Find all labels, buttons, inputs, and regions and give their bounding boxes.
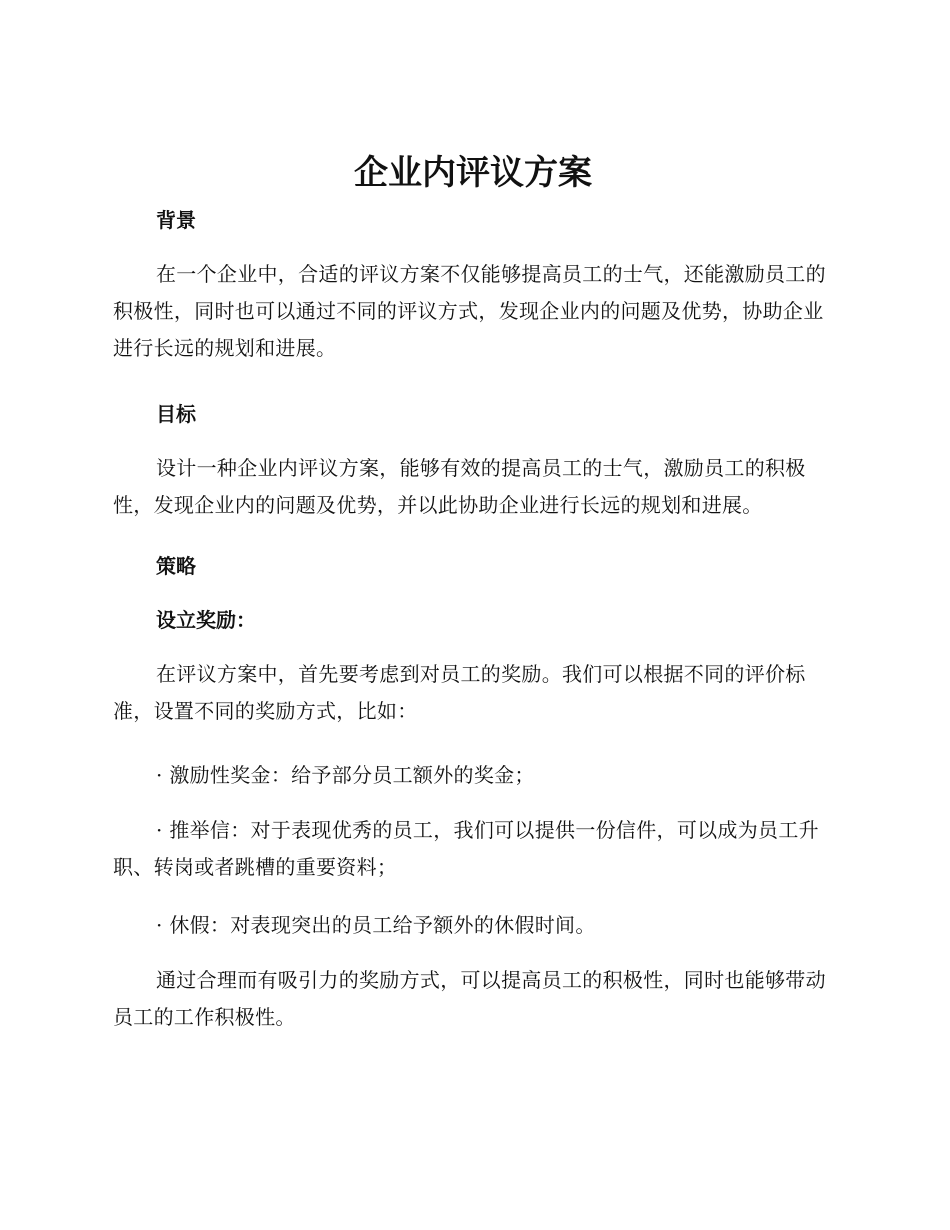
- reward-list-item: · 休假：对表现突出的员工给予额外的休假时间。: [156, 913, 596, 937]
- document-title: 企业内评议方案: [354, 153, 592, 193]
- goal-paragraph: 设计一种企业内评议方案，能够有效的提高员工的士气，激励员工的积极性，发现企业内的问题及优势，并以此协助企业进行长远的规划和进展。: [113, 456, 806, 517]
- reward-list-item: · 激励性奖金：给予部分员工额外的奖金；: [156, 763, 535, 787]
- section-heading-strategy: 策略: [156, 554, 196, 578]
- section-heading-goal: 目标: [156, 402, 196, 426]
- reward-conclusion-paragraph: 通过合理而有吸引力的奖励方式，可以提高员工的积极性，同时也能够带动员工的工作积极性。: [113, 968, 826, 1029]
- background-paragraph: 在一个企业中，合适的评议方案不仅能够提高员工的士气，还能激励员工的积极性，同时也可以通过不同的评议方式，发现企业内的问题及优势，协助企业进行长远的规划和进展。: [113, 262, 826, 360]
- reward-intro-paragraph: 在评议方案中，首先要考虑到对员工的奖励。我们可以根据不同的评价标准，设置不同的奖励方式，比如：: [113, 662, 806, 723]
- section-heading-background: 背景: [156, 208, 196, 232]
- reward-list-item: · 推举信：对于表现优秀的员工，我们可以提供一份信件，可以成为员工升职、转岗或者跳槽的重要资料；: [113, 818, 819, 879]
- subheading-reward: 设立奖励：: [156, 608, 256, 632]
